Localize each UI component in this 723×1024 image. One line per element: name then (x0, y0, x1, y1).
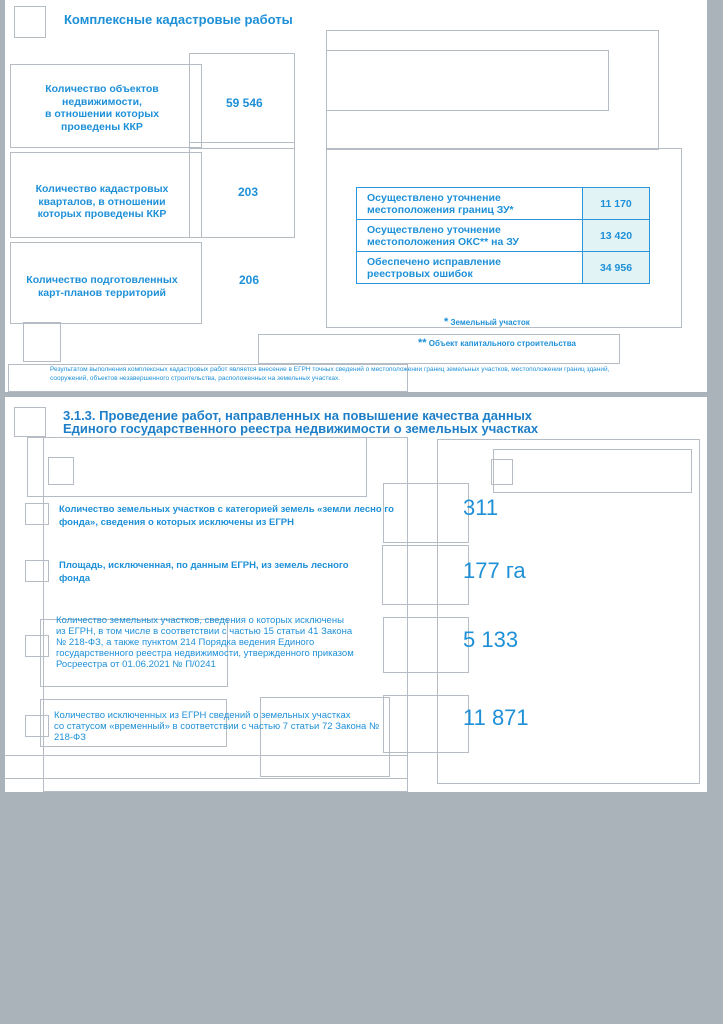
note: Результатом выполнения комплексных кадастровых работ является внесение в ЕГРН точных сведений о местоположении границ земельных участков, местоположении границ зданий, сооружений, объектов незавершенного строительства, расположенных на земельных участках. (50, 366, 610, 382)
frame-box (382, 545, 469, 605)
stat-label: Количество объектов недвижимости, в отношении которых проведены ККР (44, 83, 160, 133)
table-cell-value: 34 956 (583, 252, 650, 284)
table-row (357, 252, 650, 284)
page-1 (5, 0, 707, 392)
footnote-1: * Земельный участок (444, 316, 530, 328)
table-cell-label: Осуществлено уточнение местоположения ОКС** на ЗУ (357, 220, 583, 252)
table-cell-value: 13 420 (583, 220, 650, 252)
table-cell-label: Осуществлено уточнение местоположения границ ЗУ* (357, 188, 583, 220)
page-2 (5, 397, 707, 792)
table-cell-value: 11 170 (583, 188, 650, 220)
frame-box (23, 322, 61, 362)
metric-label: Количество земельных участков, сведения о которых исключены из ЕГРН, в том числе в соответствии с частью 15 статьи 41 Закона № 218-ФЗ, а также пунктом 214 Порядка ведения Единого государственного реестра недвижимости, утвержденного приказом Росреестра от 01.06.2021 № П/0241 (56, 615, 354, 670)
page-title: Комплексные кадастровые работы (64, 12, 293, 27)
stat-value: 59 546 (226, 96, 263, 110)
frame-box (14, 6, 46, 38)
table-row (357, 188, 650, 220)
stat-label: Количество кадастровых кварталов, в отношении которых проведены ККР (35, 183, 169, 220)
frame-box (326, 50, 609, 111)
metric-value: 311 (463, 495, 499, 520)
frame-box (25, 503, 49, 525)
frame-box (14, 407, 46, 437)
frame-box (25, 560, 49, 582)
frame-box (491, 459, 513, 485)
metric-label: Количество исключенных из ЕГРН сведений о земельных участках со статусом «временный» в соответствии с частью 7 статьи 72 Закона № 218-ФЗ (54, 710, 380, 743)
metric-value: 177 га (463, 558, 526, 583)
frame-box (383, 483, 469, 543)
metric-label: Площадь, исключенная, по данным ЕГРН, из земель лесного фонда (59, 560, 349, 584)
table-row (357, 220, 650, 252)
stat-value: 203 (238, 185, 259, 199)
table-cell-label: Обеспечено исправление реестровых ошибок (357, 252, 583, 284)
stat-value: 206 (239, 273, 260, 287)
results-table (356, 187, 650, 284)
frame-box (5, 755, 408, 779)
frame-box (383, 617, 469, 673)
metric-label: Количество земельных участков с категорией земель «земли лесно го фонда», сведения о которых исключены из ЕГРН (59, 504, 394, 528)
metric-value: 11 871 (463, 705, 529, 730)
frame-box (493, 449, 692, 493)
metric-value: 5 133 (463, 627, 519, 652)
stat-label: Количество подготовленных карт-планов территорий (26, 274, 178, 299)
section-heading: 3.1.3. Проведение работ, направленных на повышение качества данных Единого государственного реестра недвижимости о земельных участках (63, 408, 539, 436)
frame-box (383, 695, 469, 753)
footnote-2: ** Объект капитального строительства (418, 337, 576, 349)
